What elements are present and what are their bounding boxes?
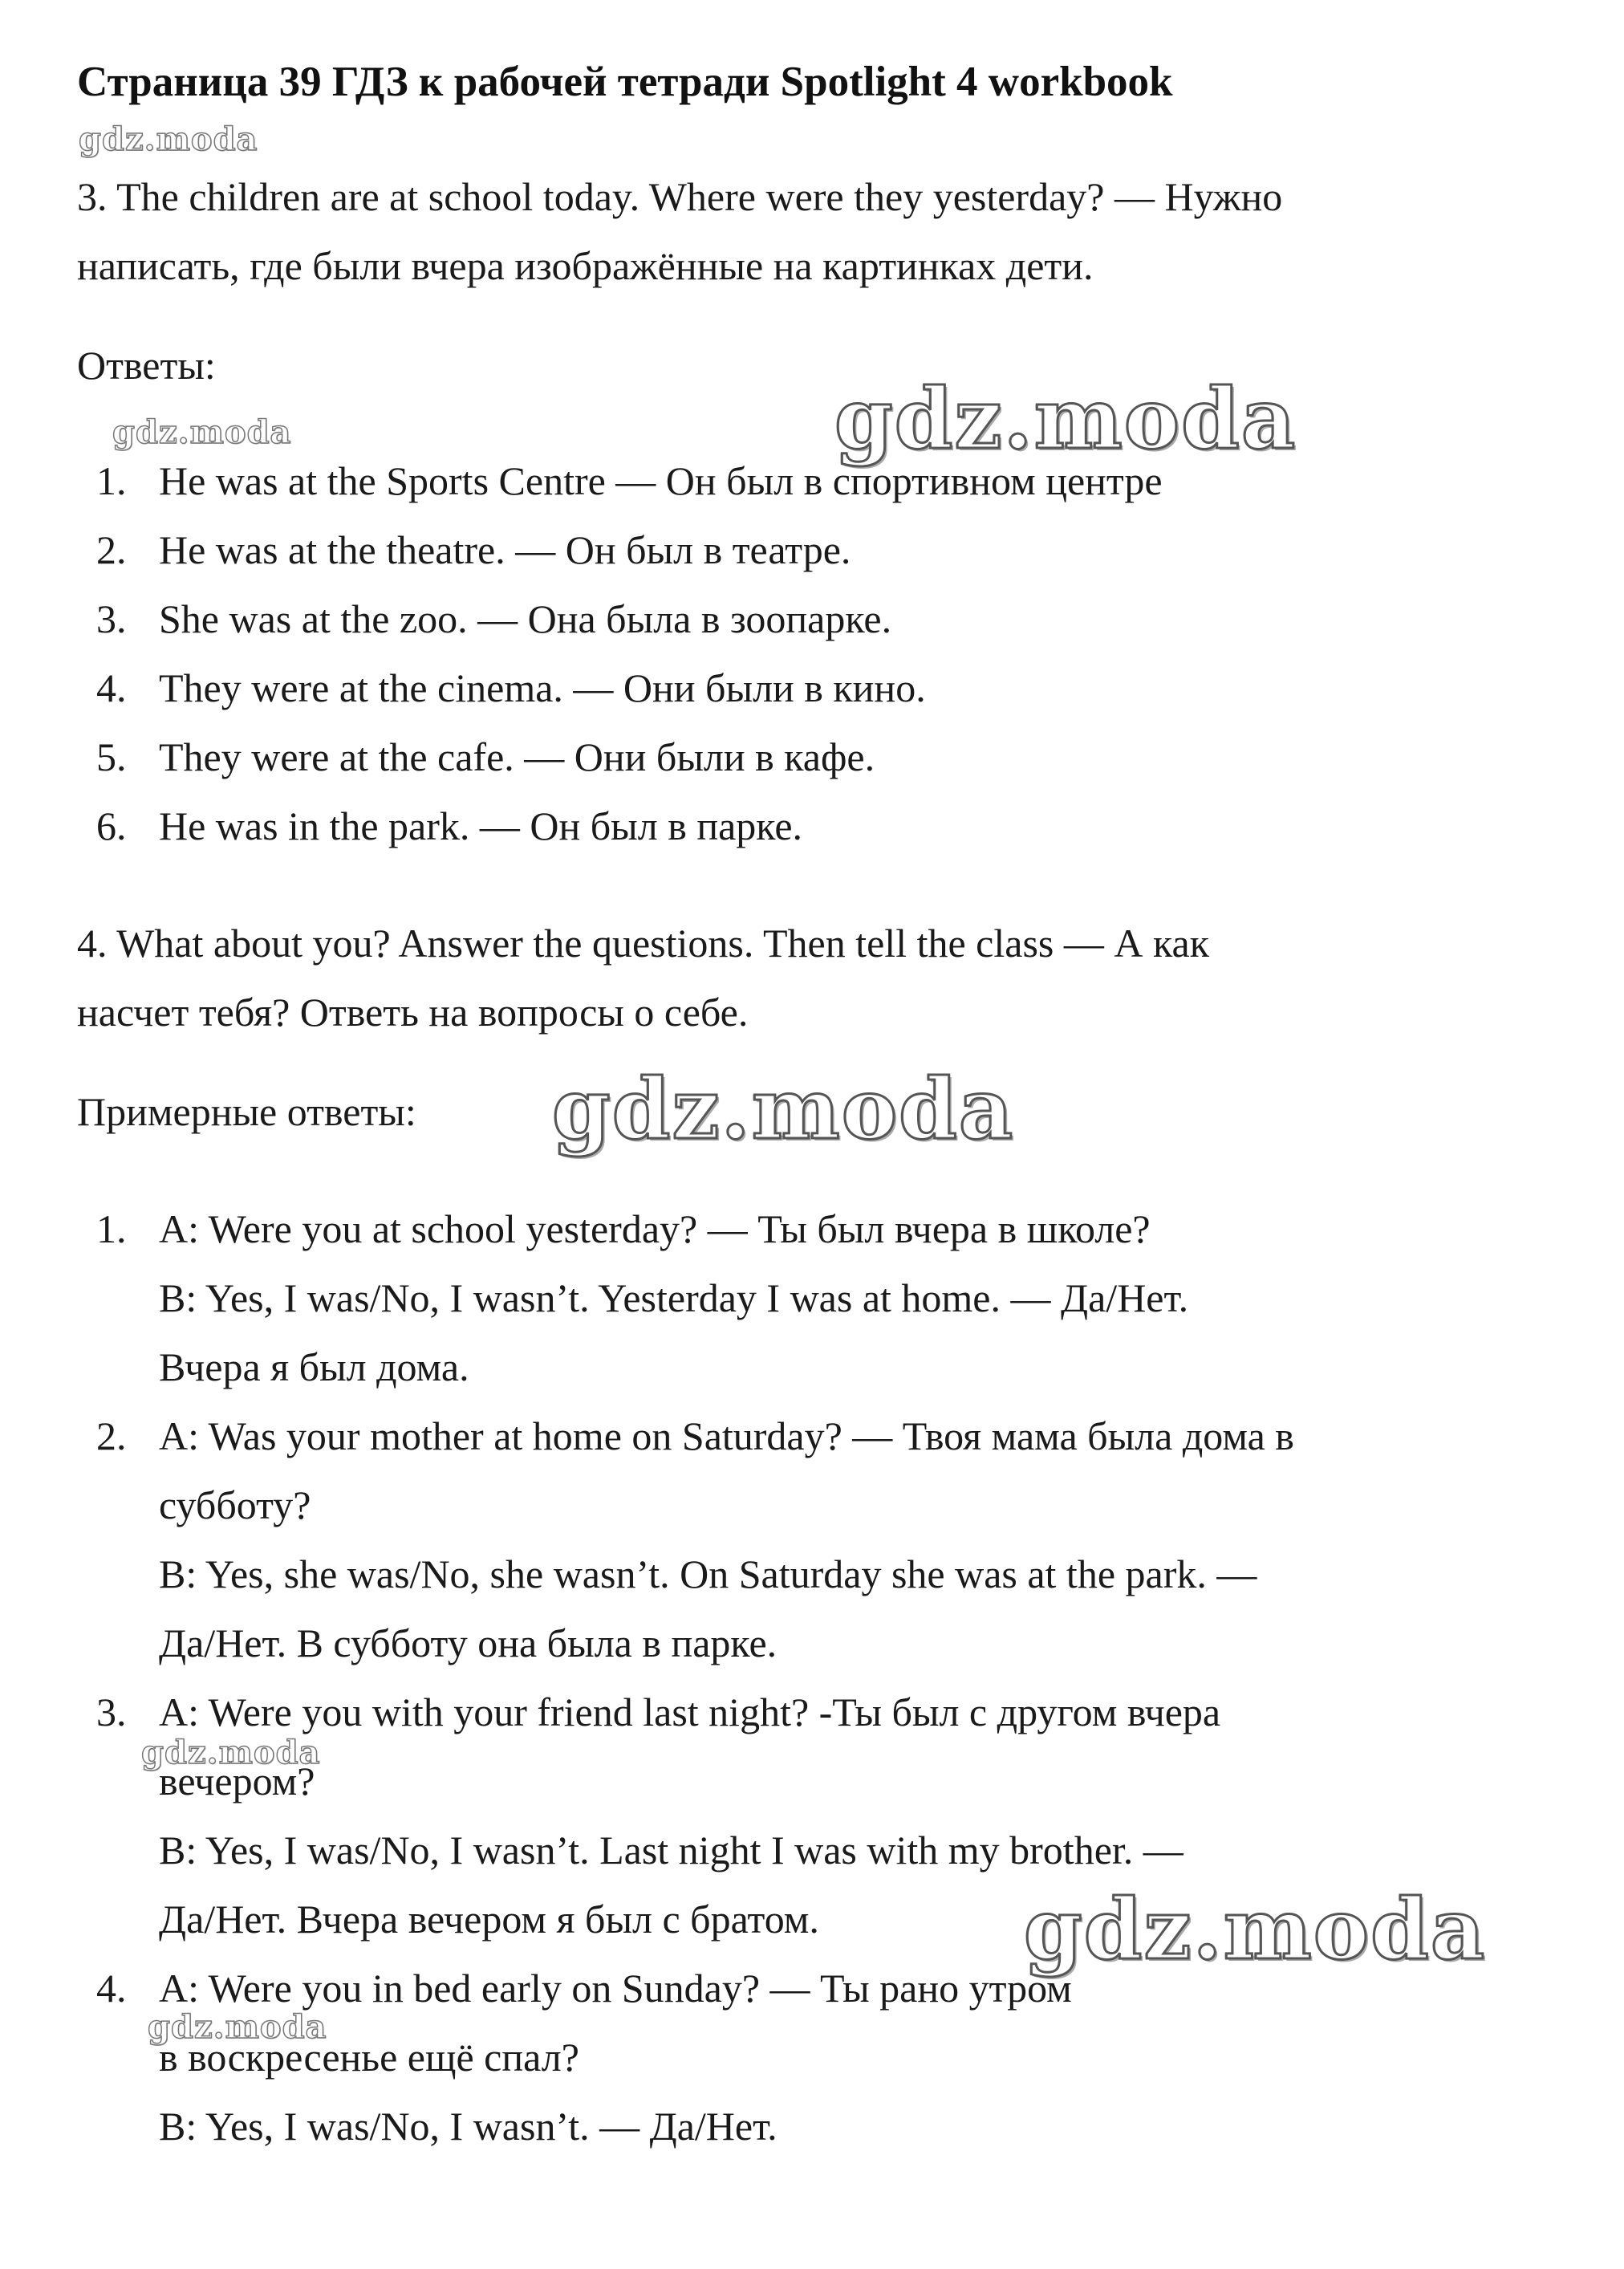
- page-title: Страница 39 ГДЗ к рабочей тетради Spotlight 4 workbook: [77, 59, 1173, 105]
- watermark-logo: gdz.moda: [112, 413, 292, 451]
- list-item-line: A: Were you in bed early on Sunday? — Ты рано утром: [159, 1966, 1072, 2011]
- list-item-line: Да/Нет. Вчера вечером я был с братом.: [159, 1897, 819, 1942]
- watermark-logo: gdz.moda: [141, 1734, 321, 1771]
- list-item-number: 3.: [96, 1690, 127, 1734]
- list-item-line: A: Was your mother at home on Saturday? — Твоя мама была дома в: [159, 1413, 1294, 1458]
- list-item-text: They were at the cinema. — Они были в кино.: [159, 665, 926, 710]
- watermark-logo: gdz.moda: [148, 2008, 327, 2046]
- list-item-line: A: Were you with your friend last night? -Ты был с другом вчера: [159, 1690, 1221, 1734]
- list-item-number: 5.: [96, 734, 127, 779]
- list-item-number: 2.: [96, 527, 127, 572]
- list-item-line: A: Were you at school yesterday? — Ты был вчера в школе?: [159, 1206, 1151, 1251]
- exercise-3-heading-line-2: написать, где были вчера изображённые на картинках дети.: [77, 243, 1094, 288]
- watermark-logo: gdz.moda: [1024, 1880, 1487, 1978]
- list-item-number: 4.: [96, 1966, 127, 2011]
- exercise-4-heading-line-2: насчет тебя? Ответь на вопросы о себе.: [77, 990, 749, 1035]
- list-item-line: B: Yes, I was/No, I wasn’t. Yesterday I was at home. — Да/Нет.: [159, 1275, 1189, 1320]
- watermark-logo: gdz.moda: [834, 369, 1297, 468]
- exercise-4-heading-line-1: 4. What about you? Answer the questions. Then tell the class — А как: [77, 921, 1209, 966]
- list-item-number: 2.: [96, 1413, 127, 1458]
- list-item-text: They were at the cafe. — Они были в кафе.: [159, 734, 875, 779]
- list-item-line: вечером?: [159, 1759, 315, 1803]
- watermark-logo: gdz.moda: [79, 120, 258, 158]
- exercise-3-answers-label: Ответы:: [77, 343, 216, 388]
- list-item-line: субботу?: [159, 1482, 311, 1527]
- list-item-number: 1.: [96, 458, 127, 503]
- list-item-text: He was in the park. — Он был в парке.: [159, 803, 803, 848]
- list-item-text: He was at the theatre. — Он был в театре.: [159, 527, 851, 572]
- list-item-number: 3.: [96, 596, 127, 641]
- exercise-3-heading-line-1: 3. The children are at school today. Where were they yesterday? — Нужно: [77, 174, 1283, 219]
- list-item-number: 4.: [96, 665, 127, 710]
- list-item-line: в воскресенье ещё спал?: [159, 2035, 579, 2080]
- list-item-number: 1.: [96, 1206, 127, 1251]
- list-item-line: Вчера я был дома.: [159, 1344, 469, 1389]
- list-item-text: He was at the Sports Centre — Он был в спортивном центре: [159, 458, 1163, 503]
- list-item-line: B: Yes, she was/No, she wasn’t. On Saturday she was at the park. —: [159, 1551, 1257, 1596]
- list-item-line: B: Yes, I was/No, I wasn’t. — Да/Нет.: [159, 2104, 777, 2149]
- exercise-4-answers-label: Примерные ответы:: [77, 1089, 416, 1134]
- watermark-logo: gdz.moda: [552, 1059, 1015, 1158]
- list-item-line: B: Yes, I was/No, I wasn’t. Last night I was with my brother. —: [159, 1828, 1183, 1873]
- list-item-number: 6.: [96, 803, 127, 848]
- list-item-line: Да/Нет. В субботу она была в парке.: [159, 1620, 777, 1665]
- list-item-text: She was at the zoo. — Она была в зоопарке.: [159, 596, 892, 641]
